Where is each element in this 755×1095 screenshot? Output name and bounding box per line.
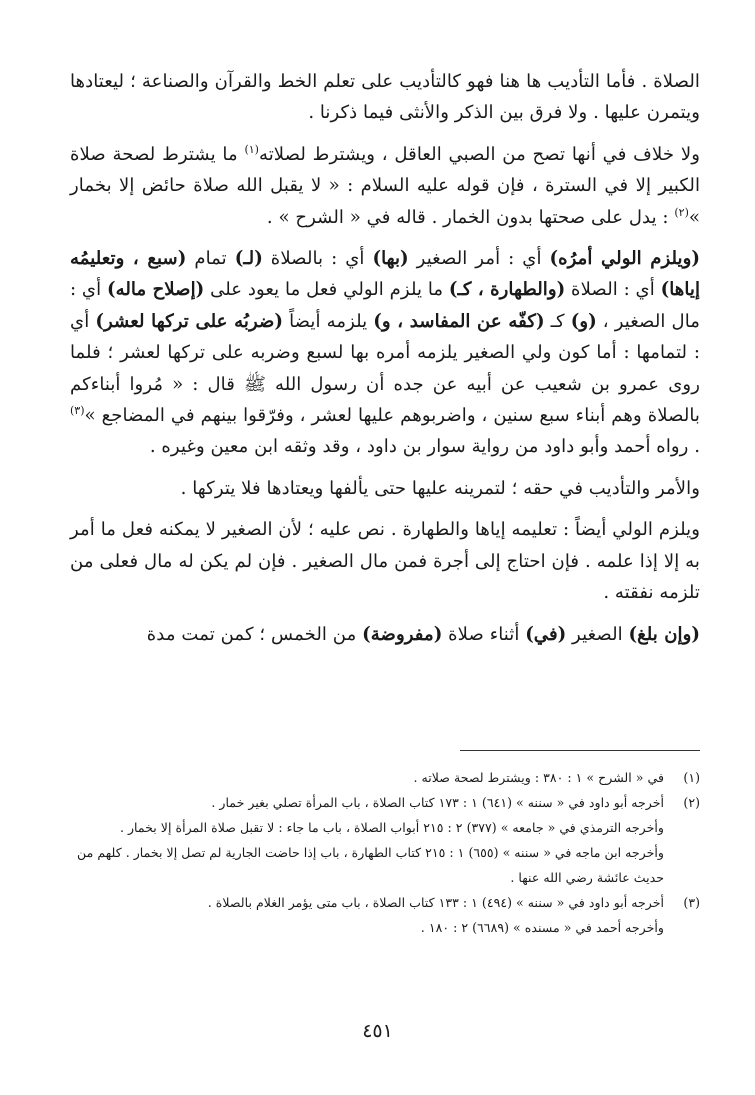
text-run: يلزمه أيضاً: [283, 310, 374, 332]
footnote-ref-3: (٣): [70, 404, 85, 417]
footnote-ref-1: (١): [244, 142, 259, 156]
footnote-1: [70, 765, 700, 790]
footnote-ref-2: (٢): [674, 205, 689, 219]
matn-text: (مفروضة): [362, 623, 443, 645]
footnote-line: وأخرجه الترمذي في « جامعه » (٣٧٧) ٢ : ٢١٥ أبواب الصلاة ، باب ما جاء : لا تقبل صلاة المرأة إلا بخمار .: [119, 820, 664, 835]
matn-text: (كفّه عن المفاسد ، و): [373, 310, 545, 332]
footnote-text: [70, 890, 664, 940]
paragraph-5: ويلزم الولي أيضاً : تعليمه إياها والطهارة . نص عليه ؛ لأن الصغير لا يمكنه فعل ما أمر به إلا إذا علمه . فإن احتاج إلى أجرة فمن مال الصغير . فإن لم يكن له مال فعلى من تلزمه نفقته .: [70, 519, 700, 604]
footnote-2: [70, 790, 700, 890]
matn-text: (ضربُه على تركها لعشر): [95, 310, 284, 332]
matn-text: (إصلاح ماله): [107, 279, 205, 301]
paragraph-2: [70, 139, 700, 233]
footnote-text: [70, 790, 664, 890]
footnote-3: [70, 890, 700, 940]
text-run: ولا خلاف في أنها تصح من الصبي العاقل ، ويشترط لصلاته: [258, 143, 700, 165]
text-run: كـ: [544, 310, 571, 332]
text-run: من الخمس ؛ كمن تمت مدة: [146, 623, 363, 645]
footnotes: [70, 765, 700, 940]
matn-text: (لـ): [234, 248, 263, 270]
text-run: ما يشترط لصحة صلاة الكبير إلا في السترة ، فإن قوله عليه السلام : « لا يقبل الله صلاة حائض إلا بخمار »: [70, 143, 700, 228]
footnote-line: أخرجه أبو داود في « سننه » (٦٤١) ١ : ١٧٣ كتاب الصلاة ، باب المرأة تصلي بغير خمار .: [211, 795, 664, 810]
text-run: تمام: [186, 248, 235, 270]
footnote-line: وأخرجه ابن ماجه في « سننه » (٦٥٥) ١ : ٢١٥ كتاب الطهارة ، باب إذا حاضت الجارية لم تصل إلا بخمار . كلهم من حديث عائشة رضي الله عنها .: [77, 845, 664, 885]
paragraph-1: الصلاة . فأما التأديب ها هنا فهو كالتأديب على تعلم الخط والقرآن والصناعة ؛ ليعتادها ويتمرن عليها . ولا فرق بين الذكر والأنثى فيما ذكرنا .: [70, 71, 700, 124]
main-text: [70, 66, 700, 650]
page-number: ٤٥١: [362, 1020, 393, 1042]
matn-text: (والطهارة ، كـ): [448, 279, 566, 301]
footnote-line: وأخرجه أحمد في « مسنده » (٦٦٨٩) ٢ : ١٨٠ .: [420, 920, 664, 935]
matn-text: (في): [525, 623, 567, 645]
text-run: أي : أمر الصغير: [408, 248, 550, 270]
text-run: أثناء صلاة: [442, 623, 526, 645]
footnote-number: (٣): [683, 895, 700, 910]
matn-text: (وإن بلغ): [628, 623, 700, 645]
matn-text: (سبع ، وتعليمُه إياها): [70, 248, 701, 301]
text-run: أي : الصلاة: [565, 279, 661, 301]
paragraph-4: والأمر والتأديب في حقه ؛ لتمرينه عليها حتى يألفها ويعتادها فلا يتركها .: [180, 477, 700, 499]
text-run: الصغير: [566, 623, 629, 645]
footnote-number: (١): [683, 770, 700, 785]
text-run: ما يلزم الولي فعل ما يعود على: [204, 279, 449, 301]
matn-text: (بها): [372, 248, 409, 270]
footnote-number: (٢): [683, 795, 700, 810]
text-run: أي : بالصلاة: [262, 248, 373, 270]
text-run: أي : لتمامها : أما كون ولي الصغير يلزمه أمره بها لسبع وضربه على تركها لعشر ؛ فلما روى عمرو بن شعيب عن أبيه عن جده أن رسول الله ﷺ قال : « مُروا أبناءكم بالصلاة وهم أبناء سبع سنين ، واضربوهم عليها لعشر ، وفرّقوا بينهم في المضاجع »: [70, 310, 700, 427]
paragraph-3: [70, 243, 700, 463]
text-run: أي : مال الصغير ،: [70, 279, 700, 332]
footnote-text: [70, 765, 664, 790]
footnote-line: في « الشرح » ١ : ٣٨٠ : ويشترط لصحة صلاته .: [413, 770, 664, 785]
matn-text: (ويلزم الولي أمرُه): [549, 248, 700, 270]
footnote-separator: [460, 750, 700, 751]
footnote-line: أخرجه أبو داود في « سننه » (٤٩٤) ١ : ١٣٣ كتاب الصلاة ، باب متى يؤمر الغلام بالصلاة .: [207, 895, 664, 910]
text-run: . رواه أحمد وأبو داود من رواية سوار بن داود ، وقد وثقه ابن معين وغيره .: [149, 436, 700, 458]
paragraph-6: [70, 619, 700, 650]
text-run: : يدل على صحتها بدون الخمار . قاله في « الشرح » .: [266, 206, 675, 228]
matn-text: (و): [570, 310, 597, 332]
